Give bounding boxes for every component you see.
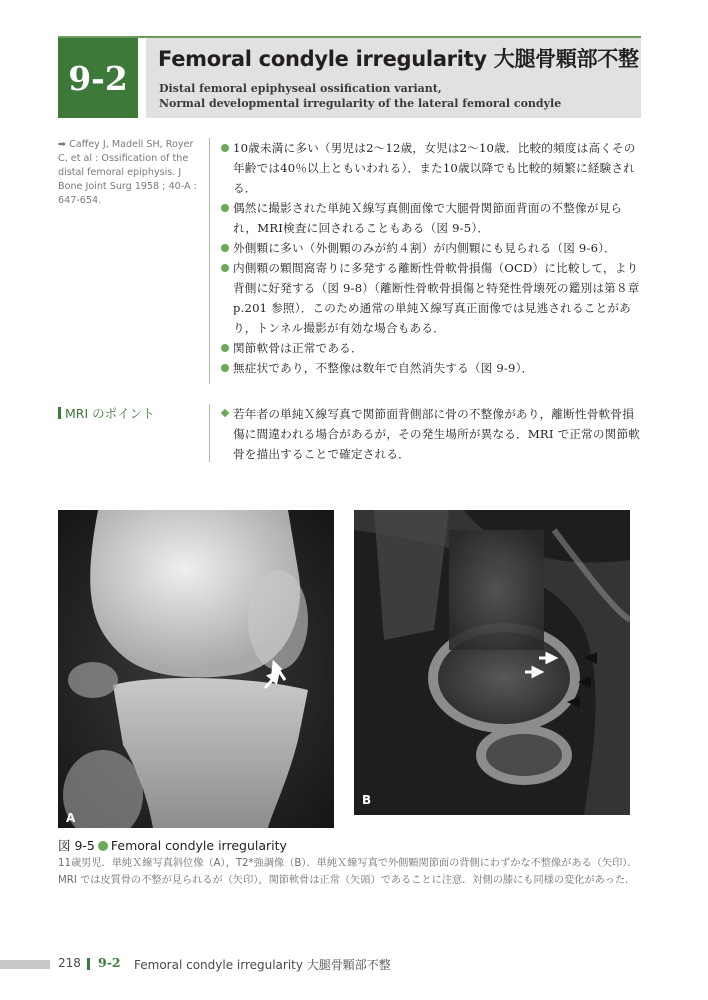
panel-label-a: A [66, 811, 76, 825]
caption-figure-label: 図 9-5 [58, 838, 95, 853]
bullet-item: 偶然に撮影された単純Ｘ線写真側面像で大腿骨関節面背面の不整像が見られ，MRI検査に回されることもある（図 9-5）． [221, 198, 645, 238]
label-bar-icon [58, 407, 61, 419]
footer-section-title: Femoral condyle irregularity 大腿骨顆部不整 [134, 958, 391, 972]
bullet-dot-icon [221, 144, 229, 152]
section-subtitle-1: Distal femoral epiphyseal ossification variant, [159, 82, 442, 95]
bullet-dot-icon [221, 264, 229, 272]
figure-caption-heading [58, 836, 287, 854]
caption-title: Femoral condyle irregularity [110, 838, 287, 853]
section-title-box [146, 38, 641, 118]
mri-point-label: MRI のポイント [58, 404, 155, 422]
bullet-item: 内側顆の顆間窩寄りに多発する離断性骨軟骨損傷（OCD）に比較して，より背側に好発する（図 9-8）（離断性骨軟骨損傷と特発性骨壊死の鑑別は第８章 p.201 参照）．このため通常の単純Ｘ線写真正面像では見逃されることがあり，トンネル撮影が有効な場合もある． [221, 258, 645, 338]
bullet-item: 関節軟骨は正常である． [221, 338, 645, 358]
bullet-item: 10歳未満に多い（男児は2〜12歳，女児は2〜10歳．比較的頻度は高くその年齢では40％以上ともいわれる）．また10歳以降でも比較的頻繁に経験される． [221, 138, 645, 198]
panel-label-b: B [362, 793, 372, 807]
footer-bar [0, 960, 50, 969]
footer-section-number: 9-2 [98, 955, 121, 970]
section-title: Femoral condyle irregularity 大腿骨顆部不整 [158, 47, 639, 71]
section-number: 9-2 [58, 38, 138, 118]
bullet-dot-icon [221, 344, 229, 352]
figure-9-5-panel-b-mri [354, 510, 630, 815]
reference-citation: ➡ Caffey J, Madell SH, Royer C, et al : Ossification of the distal femoral epiphysis. J Bone Joint Surg 1958 ; 40-A : 647-654. [58, 139, 197, 206]
figure-caption-text: 11歳男児．単純Ｘ線写真斜位像（A），T2*強調像（B）．単純Ｘ線写真で外側顆関節面の背側にわずかな不整像がある（矢印）．MRI では皮質骨の不整が見られるが（矢印），関節軟骨は正常（矢頭）であることに注意．対側の膝にも同様の変化があった． [58, 858, 638, 886]
figure-9-5-panel-a-radiograph [58, 510, 334, 828]
column-divider [209, 138, 210, 384]
mri-point-text: 若年者の単純Ｘ線写真で関節面背側部に骨の不整像があり，離断性骨軟骨損傷に間違われる場合があるが，その発生場所が異なる．MRI で正常の関節軟骨を描出することで確定される． [221, 404, 645, 464]
footer-separator [87, 958, 90, 970]
bullet-dot-icon [221, 204, 229, 212]
bullet-item: 無症状であり，不整像は数年で自然消失する（図 9-9）． [221, 358, 645, 378]
knee-mri-image [354, 510, 630, 815]
bullet-dot-icon [221, 364, 229, 372]
diamond-bullet-icon [221, 409, 229, 417]
bullet-list [221, 138, 645, 378]
column-divider [209, 404, 210, 462]
caption-dot-icon [98, 841, 108, 851]
bullet-item: 外側顆に多い（外側顆のみが約４割）が内側顆にも見られる（図 9-6）． [221, 238, 645, 258]
page-number: 218 [58, 956, 81, 970]
knee-radiograph-image [58, 510, 334, 828]
bullet-dot-icon [221, 244, 229, 252]
section-subtitle-2: Normal developmental irregularity of the lateral femoral condyle [159, 97, 562, 110]
